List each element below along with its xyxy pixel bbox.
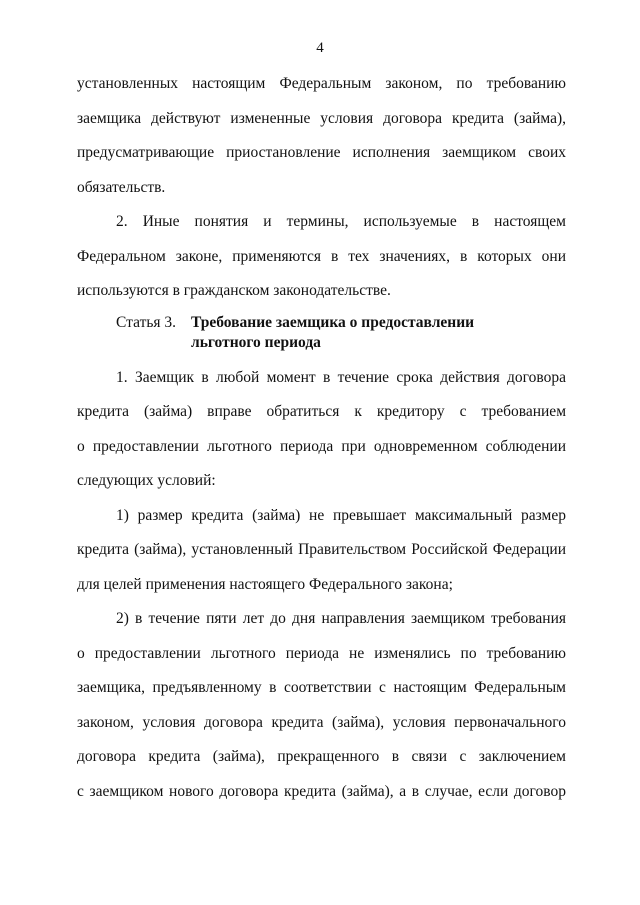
paragraph-continuation: предусматривающие приостановление исполнения заемщиком своих (77, 144, 566, 161)
paragraph-continuation: обязательств. (77, 178, 166, 196)
article-paragraph-1: кредита (займа) вправе обратиться к кредитору с требованием (77, 403, 566, 420)
article-label: Статья 3. (116, 313, 177, 331)
paragraph-definitions: 2. Иные понятия и термины, используемые в настоящем (116, 213, 566, 230)
list-item-1: 1) размер кредита (займа) не превышает максимальный размер (116, 506, 566, 524)
article-paragraph-1: 1. Заемщик в любой момент в течение срока действия договора (116, 368, 566, 386)
list-item-1: для целей применения настоящего Федерального закона; (77, 575, 453, 593)
list-item-2: договора кредита (займа), прекращенного в связи с заключением (77, 748, 566, 765)
paragraph-continuation: заемщика действуют измененные условия договора кредита (займа), (77, 109, 566, 127)
paragraph-continuation: установленных настоящим Федеральным законом, по требованию (77, 75, 566, 92)
list-item-2: заемщика, предъявленному в соответствии с настоящим Федеральным (77, 679, 566, 696)
list-item-2: о предоставлении льготного периода не изменялись по требованию (77, 644, 566, 662)
article-paragraph-1: о предоставлении льготного периода при одновременном соблюдении (77, 437, 566, 455)
article-paragraph-1: следующих условий: (77, 472, 216, 489)
article-heading (77, 313, 566, 353)
list-item-2: с заемщиком нового договора кредита (займа), а в случае, если договор (77, 782, 566, 800)
document-body (77, 67, 566, 809)
paragraph-definitions: Федеральном законе, применяются в тех значениях, в которых они (77, 247, 566, 265)
article-title: Требование заемщика о предоставлении льготного периода (191, 313, 475, 351)
page-number: 4 (316, 40, 324, 56)
list-item-2: законом, условия договора кредита (займа), условия первоначального (77, 713, 566, 731)
list-item-1: кредита (займа), установленный Правительством Российской Федерации (77, 541, 566, 558)
paragraph-definitions: используются в гражданском законодательстве. (77, 282, 391, 299)
list-item-2: 2) в течение пяти лет до дня направления заемщиком требования (116, 610, 566, 627)
